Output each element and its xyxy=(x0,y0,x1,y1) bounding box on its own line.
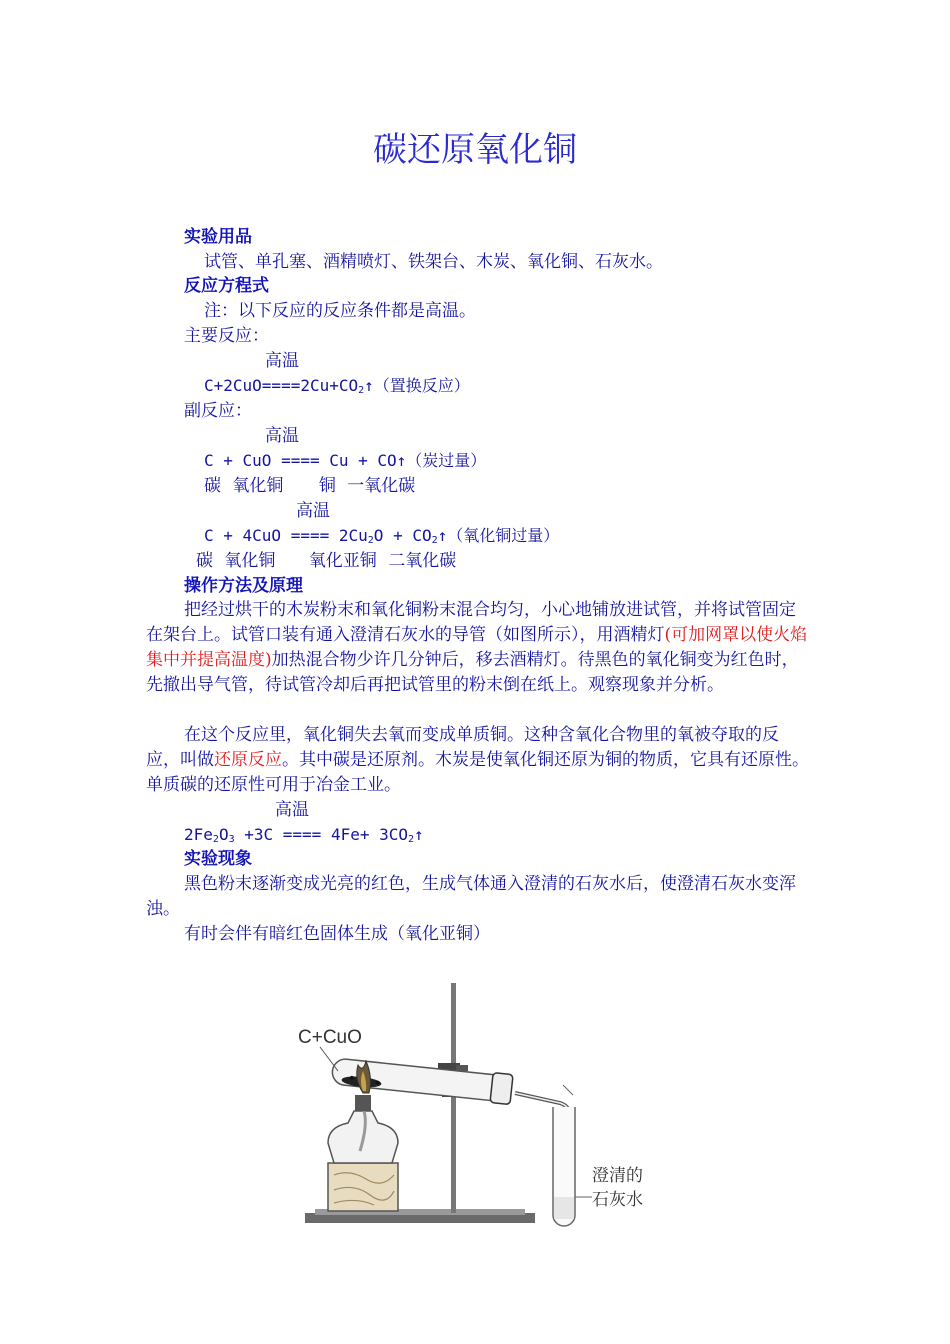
side1-name: 一氧化碳 xyxy=(347,476,416,496)
side1-name: 碳 xyxy=(204,476,221,496)
iron-equation: $2Fe_2O_3 +3C$ ==== $4Fe+ 3CO_2↑$ xyxy=(184,825,424,845)
side1-names xyxy=(204,476,415,496)
side2-equation: C + 4CuO ==== $2Cu_2O$ + $CO_2↑$（氧化铜过量） xyxy=(204,526,560,546)
method-heading: 操作方法及原理 xyxy=(184,576,303,596)
side2-name: 氧化亚铜 xyxy=(308,551,377,571)
page-title: 碳还原氧化铜 xyxy=(373,130,577,170)
apparatus-figure xyxy=(270,965,665,1265)
wick-holder xyxy=(355,1095,371,1111)
side1-equation: C + CuO ==== Cu + CO↑（炭过量） xyxy=(204,451,487,470)
main-reaction-label: 主要反应： xyxy=(184,326,269,346)
side2-name: 碳 xyxy=(196,551,213,571)
label-limewater-1: 澄清的 xyxy=(592,1166,643,1186)
side1-name: 氧化铜 xyxy=(232,476,284,496)
side-reaction-label: 副反应： xyxy=(184,401,252,421)
phenomena-heading: 实验现象 xyxy=(184,849,252,869)
limewater-liquid xyxy=(554,1197,574,1219)
side1-name: 铜 xyxy=(318,476,336,496)
materials-text: 试管、单孔塞、酒精喷灯、铁架台、木炭、氧化铜、石灰水。 xyxy=(204,252,663,272)
wooden-block xyxy=(328,1163,398,1211)
stand-rod xyxy=(451,983,456,1213)
main-equation: $C+2CuO====2Cu+CO_2↑$（置换反应） xyxy=(204,376,470,396)
phenomena-paragraph-1: 黑色粉末逐渐变成光亮的红色，生成气体通入澄清的石灰水后，使澄清石灰水变浑浊。 xyxy=(146,874,796,919)
method-paragraph-1: 把经过烘干的木炭粉末和氧化铜粉末混合均匀，小心地铺放进试管，并将试管固定在架台上。试管口装有通入澄清石灰水的导管（如图所示），用酒精灯(可加网罩以使火焰集中并提高温度)加热混合物少许几分钟后，移去酒精灯。待黑色的氧化铜变为红色时，先撤出导气管，待试管冷却后再把试管里的粉末倒在纸上。观察现象并分析。 xyxy=(146,600,808,695)
label-limewater-2: 石灰水 xyxy=(592,1190,643,1210)
side1-condition: 高温 xyxy=(265,426,299,446)
method-paragraph-2: 在这个反应里，氧化铜失去氧而变成单质铜。这种含氧化合物里的氧被夺取的反应，叫做还原反应。其中碳是还原剂。木炭是使氧化铜还原为铜的物质，它具有还原性。单质碳的还原性可用于冶金工业。 xyxy=(146,725,809,795)
stopper xyxy=(490,1073,513,1105)
equations-heading: 反应方程式 xyxy=(184,276,269,296)
main-condition: 高温 xyxy=(265,351,299,371)
side2-name: 二氧化碳 xyxy=(388,551,457,571)
equations-note: 注：以下反应的反应条件都是高温。 xyxy=(204,301,476,321)
side2-names xyxy=(196,551,456,571)
iron-condition: 高温 xyxy=(275,800,309,820)
side2-name: 氧化铜 xyxy=(224,551,276,571)
materials-heading: 实验用品 xyxy=(184,227,252,247)
phenomena-paragraph-2: 有时会伴有暗红色固体生成（氧化亚铜） xyxy=(184,924,490,944)
side2-condition: 高温 xyxy=(296,501,330,521)
label-reactants: C+CuO xyxy=(298,1027,362,1048)
